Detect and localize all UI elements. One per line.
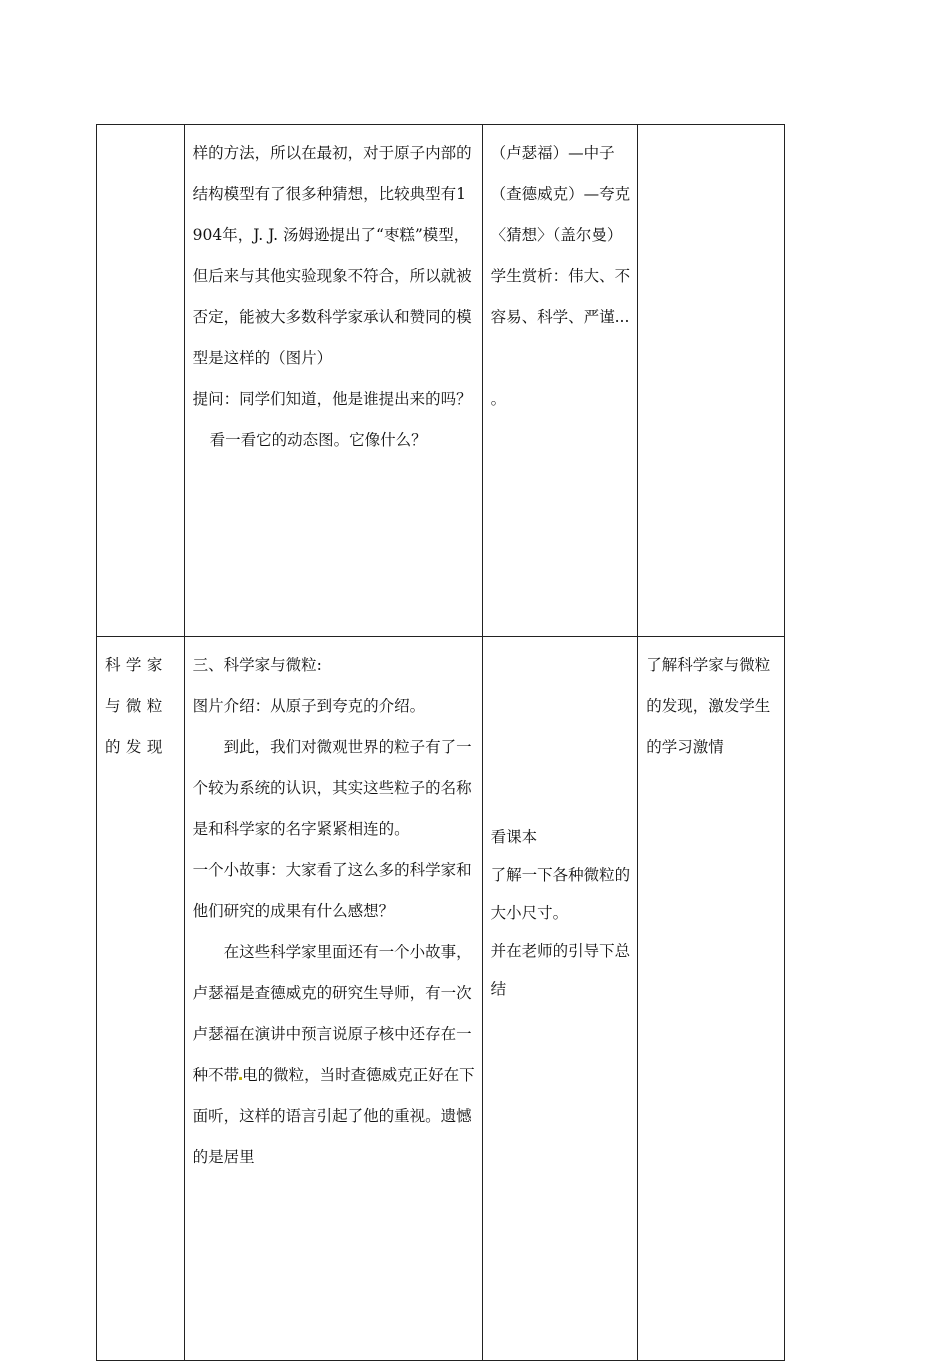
teacher-activity-cell	[184, 125, 482, 637]
student-activity-cell	[482, 637, 638, 1361]
student-text-2: 学生赏析：伟大、不容易、科学、严谨...	[490, 267, 631, 326]
student-text-3: 并在老师的引导下总结	[490, 942, 631, 998]
text-part: 在这些科学家里面还有一个小故事，卢瑟福是查德威克的研究生导师，有一次卢瑟福在演讲中预言说原子核中还存在一种不带	[192, 943, 472, 1084]
section-heading: 三、科学家与微粒:	[192, 656, 322, 674]
teacher-intro: 图片介绍：从原子到夸克的介绍。	[192, 697, 426, 715]
teacher-paragraph-2	[193, 932, 476, 1178]
teacher-question: 提问：同学们知道，他是谁提出来的吗？看一看它的动态图。它像什么？	[192, 390, 472, 449]
teacher-activity-cell	[184, 637, 482, 1361]
intent-text: 了解科学家与微粒的发现，激发学生的学习激情	[646, 656, 771, 756]
table-row	[97, 125, 785, 637]
student-text-1: 看课本	[490, 828, 538, 846]
stage-title: 科学家与微粒的发现	[105, 656, 168, 756]
stage-cell	[97, 637, 185, 1361]
student-activity-cell	[482, 125, 638, 637]
student-text-1: （卢瑟福）—中子（查德威克）—夸克〈猜想〉（盖尔曼）	[490, 144, 631, 244]
intent-cell	[638, 125, 785, 637]
intent-cell	[638, 637, 785, 1361]
teacher-paragraph: 样的方法，所以在最初，对于原子内部的结构模型有了很多种猜想，比较典型有1904年，J. J. 汤姆逊提出了“枣糕”模型，但后来与其他实验现象不符合，所以就被否定，能被大多数科学家承认和赞同的模型是这样的（图片）	[192, 144, 472, 367]
lesson-plan-table	[96, 124, 785, 1361]
student-text-2: 了解一下各种微粒的大小尺寸。	[490, 866, 631, 922]
stage-cell	[97, 125, 185, 637]
student-text-3: 。	[490, 390, 507, 408]
table-row	[97, 637, 785, 1361]
teacher-paragraph-1: 到此，我们对微观世界的粒子有了一个较为系统的认识，其实这些粒子的名称是和科学家的名字紧紧相连的。	[192, 738, 472, 838]
teacher-story: 一个小故事：大家看了这么多的科学家和他们研究的成果有什么感想？	[192, 861, 472, 920]
spacer	[491, 338, 632, 379]
text-part: 电的微粒，当时查德威克正好在下面听，这样的语言引起了他的重视。遗憾的是居里	[192, 1066, 475, 1166]
